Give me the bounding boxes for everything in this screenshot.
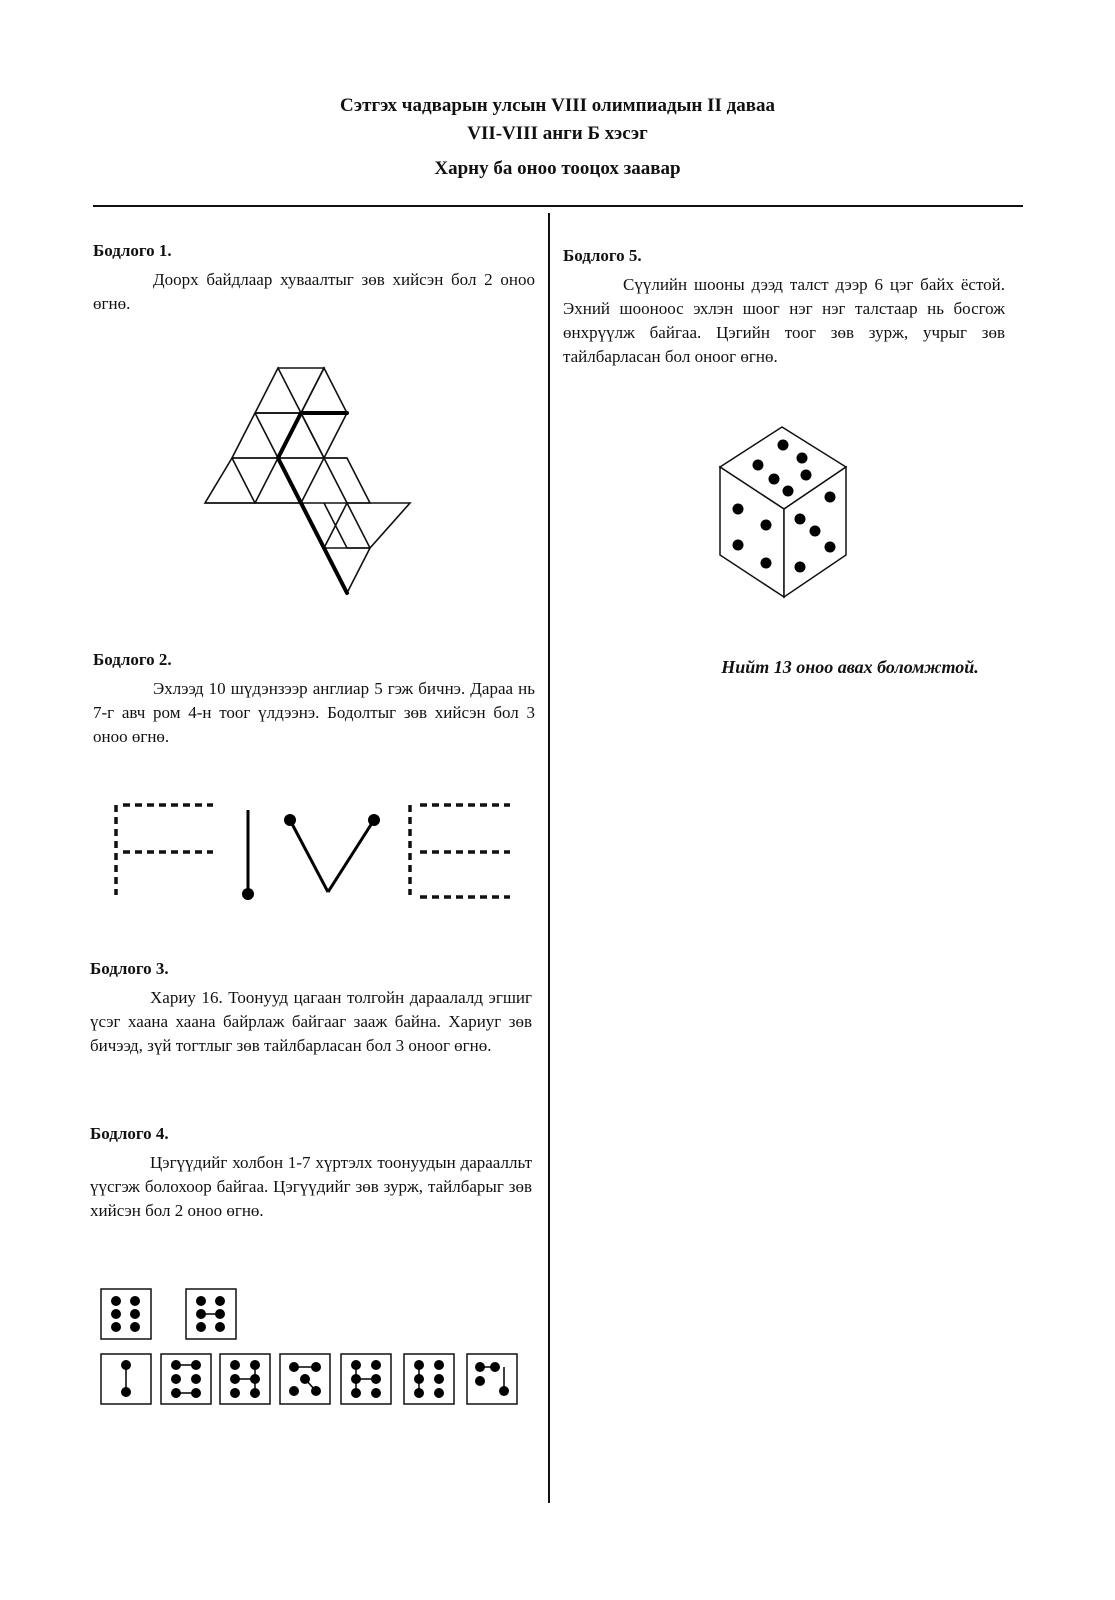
problem-2-title: Бодлого 2. <box>93 650 172 669</box>
problem-1-text: Доорх байдлаар хуваалтыг зөв хийсэн бол 2 оноо өгнө. <box>93 270 535 313</box>
dice-figure <box>718 425 848 600</box>
dot-cards-figure <box>100 1288 520 1413</box>
column-divider <box>548 213 550 1503</box>
problem-1-title: Бодлого 1. <box>93 241 172 260</box>
problem-3-title: Бодлого 3. <box>90 959 169 978</box>
five-matchsticks-figure <box>108 800 518 910</box>
problem-4-text: Цэгүүдийг холбон 1-7 хүртэлх тоонуудын дараалльт үүсгэж болохоор байгаа. Цэгүүдийг зөв зурж, тайлбарыг зөв хийсэн бол 2 оноо өгнө. <box>90 1153 532 1220</box>
problem-5-title: Бодлого 5. <box>563 246 642 265</box>
problem-5-text: Сүүлийн шооны дээд талст дээр 6 цэг байх ёстой. Эхний шооноос эхлэн шоог нэг нэг талстаар нь босгож өнхрүүлж байгаа. Цэгийн тоог зөв зурж, учрыг зөв тайлбарласан бол оноог өгнө. <box>563 275 1005 366</box>
header-divider <box>93 205 1023 207</box>
total-points-note: Нийт 13 оноо авах боломжтой. <box>721 657 979 677</box>
doc-subtitle: VII-VIII анги Б хэсэг <box>467 123 648 144</box>
doc-heading: Харну ба оноо тооцох заавар <box>434 158 681 179</box>
doc-title: Сэтгэх чадварын улсын VIII олимпиадын II даваа <box>339 95 776 116</box>
problem-4-title: Бодлого 4. <box>90 1124 169 1143</box>
problem-2-text: Эхлээд 10 шүдэнзээр англиар 5 гэж бичнэ. Дараа нь 7-г авч ром 4-н тоог үлдээнэ. Бодолтыг зөв хийсэн бол 3 оноо өгнө. <box>93 679 535 746</box>
triangle-grid-figure <box>200 365 415 595</box>
problem-3-text: Хариу 16. Тоонууд цагаан толгойн дараалалд эгшиг үсэг хаана хаана байрлаж байгааг зааж байна. Хариуг зөв бичээд, зүй тогтлыг зөв тайлбарласан бол 3 оноог өгнө. <box>90 988 532 1055</box>
